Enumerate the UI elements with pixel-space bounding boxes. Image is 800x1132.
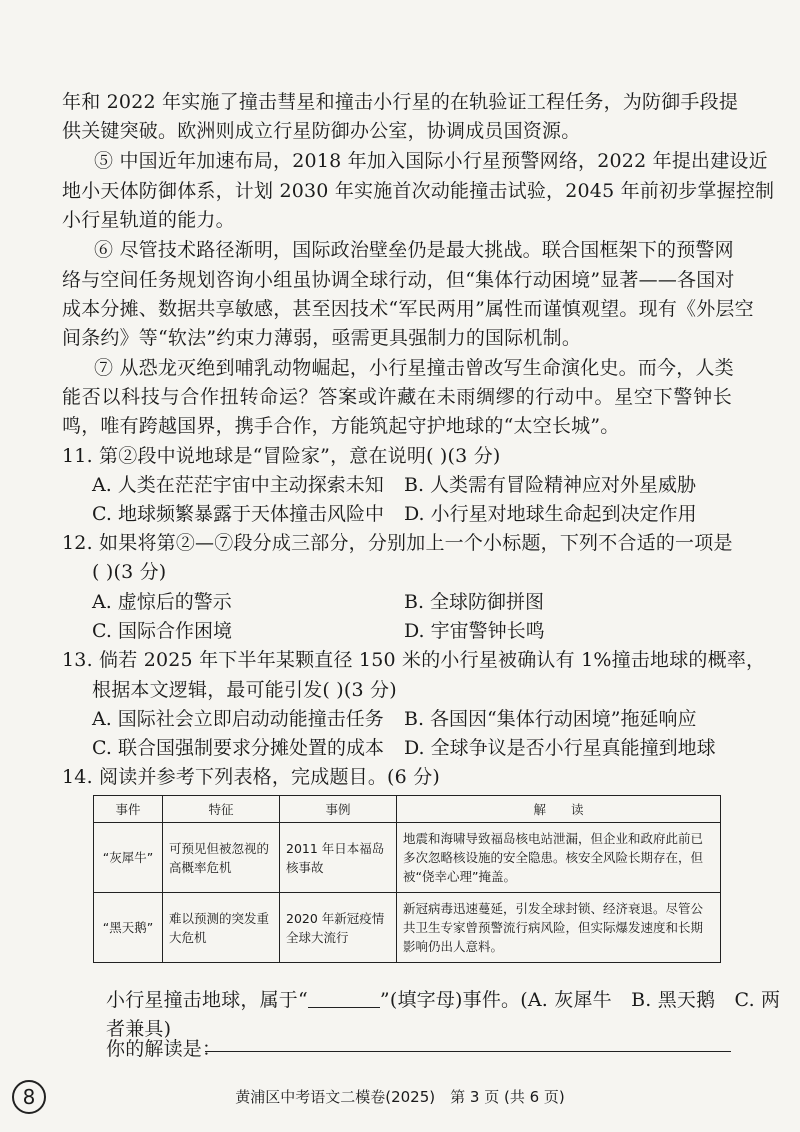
- answer-label: 你的解读是：: [106, 1038, 222, 1060]
- question-11-stem: 11. 第②段中说地球是“冒险家”，意在说明( )(3 分): [62, 445, 501, 467]
- table-header: 解 读: [397, 796, 721, 823]
- q11-option-b: B. 人类需有冒险精神应对外星威胁: [404, 474, 697, 496]
- question-13-stem: 13. 倘若 2025 年下半年某颗直径 150 米的小行星被确认有 1%撞击地球的概率，: [62, 649, 766, 671]
- q12-option-a: A. 虚惊后的警示: [92, 591, 232, 613]
- answer-line[interactable]: [205, 1051, 731, 1052]
- table-cell: 新冠病毒迅速蔓延，引发全球封锁、经济衰退。尽管公共卫生专家曾预警流行病风险，但实际爆发速度和长期影响仍出人意料。: [397, 893, 721, 963]
- event-table: [93, 795, 721, 963]
- fill-blank-line: [106, 986, 780, 1014]
- question-13-stem-cont: 根据本文逻辑，最可能引发( )(3 分): [92, 679, 397, 701]
- answer-blank[interactable]: [308, 989, 380, 1008]
- table-cell: 难以预测的突发重大危机: [163, 893, 280, 963]
- table-header-row: [94, 796, 721, 823]
- table-cell: “灰犀牛”: [94, 823, 163, 893]
- table-cell: “黑天鹅”: [94, 893, 163, 963]
- question-12-stem: 12. 如果将第②—⑦段分成三部分，分别加上一个小标题，下列不合适的一项是: [62, 532, 733, 554]
- table-row: [94, 823, 721, 893]
- passage-line: ⑥ 尽管技术路径渐明，国际政治壁垒仍是最大挑战。联合国框架下的预警网: [94, 239, 734, 261]
- table-cell: 2011 年日本福岛核事故: [280, 823, 397, 893]
- passage-line: 间条约》等“软法”约束力薄弱，亟需更具强制力的国际机制。: [62, 327, 582, 349]
- passage-line: 络与空间任务规划咨询小组虽协调全球行动，但“集体行动困境”显著——各国对: [62, 269, 735, 291]
- q13-option-b: B. 各国因“集体行动困境”拖延响应: [404, 708, 697, 730]
- table-cell: 2020 年新冠疫情全球大流行: [280, 893, 397, 963]
- passage-line: 成本分摊、数据共享敏感，甚至因技术“军民两用”属性而谨慎观望。现有《外层空: [62, 298, 754, 320]
- question-14-stem: 14. 阅读并参考下列表格，完成题目。(6 分): [62, 766, 441, 788]
- table-row: [94, 893, 721, 963]
- table-header: 事例: [280, 796, 397, 823]
- table-header: 特征: [163, 796, 280, 823]
- q11-option-d: D. 小行星对地球生命起到决定作用: [404, 503, 697, 525]
- passage-line: 小行星轨道的能力。: [62, 209, 235, 231]
- q12-option-b: B. 全球防御拼图: [404, 591, 545, 613]
- table-cell: 可预见但被忽视的高概率危机: [163, 823, 280, 893]
- page-footer: 黄浦区中考语文二模卷(2025) 第 3 页 (共 6 页): [235, 1088, 565, 1106]
- q12-option-c: C. 国际合作困境: [92, 620, 232, 642]
- table-cell: 地震和海啸导致福岛核电站泄漏，但企业和政府此前已多次忽略核设施的安全隐患。核安全风险长期存在，但被“侥幸心理”掩盖。: [397, 823, 721, 893]
- q12-option-d: D. 宇宙警钟长鸣: [404, 620, 545, 642]
- passage-line: 能否以科技与合作扭转命运？答案或许藏在未雨绸缪的行动中。星空下警钟长: [62, 386, 732, 408]
- q13-option-d: D. 全球争议是否小行星真能撞到地球: [404, 737, 716, 759]
- passage-line: 鸣，唯有跨越国界，携手合作，方能筑起守护地球的“太空长城”。: [62, 415, 620, 437]
- page-number-circle: 8: [12, 1080, 46, 1114]
- q11-option-a: A. 人类在茫茫宇宙中主动探索未知: [92, 474, 384, 496]
- passage-line: ⑤ 中国近年加速布局，2018 年加入国际小行星预警网络，2022 年提出建设近: [94, 150, 768, 172]
- passage-line: 地小天体防御体系，计划 2030 年实施首次动能撞击试验，2045 年前初步掌握控制: [62, 180, 775, 202]
- fill-blank-prefix: 小行星撞击地球，属于“: [106, 989, 308, 1011]
- fill-blank-suffix: ”(填字母)事件。(A. 灰犀牛 B. 黑天鹅 C. 两: [379, 989, 781, 1011]
- passage-line: 年和 2022 年实施了撞击彗星和撞击小行星的在轨验证工程任务，为防御手段提: [62, 91, 739, 113]
- q11-option-c: C. 地球频繁暴露于天体撞击风险中: [92, 503, 384, 525]
- question-12-stem-cont: ( )(3 分): [92, 561, 167, 583]
- fill-blank-cont: 者兼具): [106, 1018, 172, 1040]
- q13-option-c: C. 联合国强制要求分摊处置的成本: [92, 737, 384, 759]
- passage-line: ⑦ 从恐龙灭绝到哺乳动物崛起，小行星撞击曾改写生命演化史。而今，人类: [94, 357, 734, 379]
- passage-line: 供关键突破。欧洲则成立行星防御办公室，协调成员国资源。: [62, 120, 581, 142]
- q13-option-a: A. 国际社会立即启动动能撞击任务: [92, 708, 384, 730]
- table-header: 事件: [94, 796, 163, 823]
